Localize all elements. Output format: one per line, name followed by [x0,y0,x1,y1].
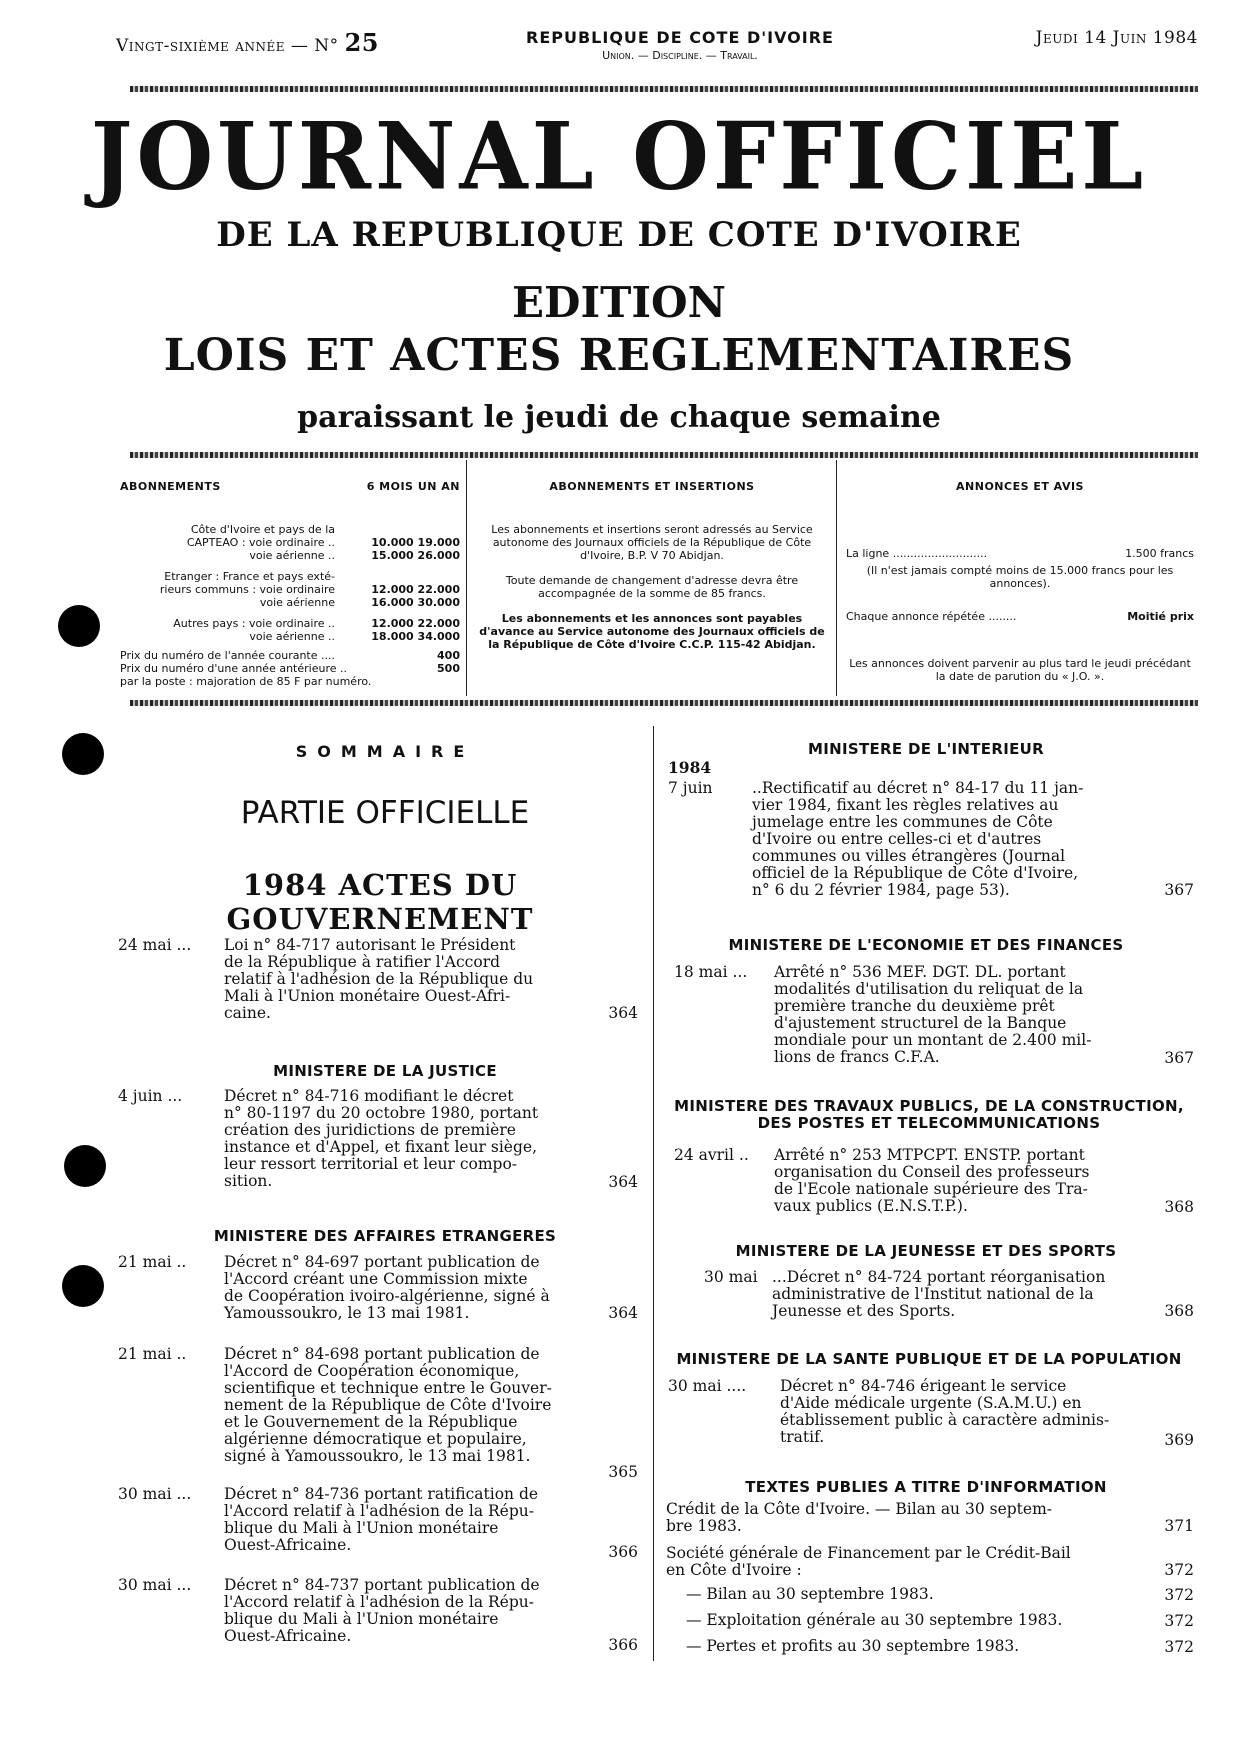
subscriptions-heading: ABONNEMENTS [120,480,221,493]
toc-entry[interactable] [668,780,1194,900]
toc-entry[interactable] [118,1088,638,1198]
info-text: — Bilan au 30 septembre 1983. [686,1585,934,1603]
entry-date: 24 mai ... [118,936,192,954]
entry-date: 24 avril .. [674,1146,749,1164]
entry-text: ...Décret n° 84-724 portant réorganisation administrative de l'Institut national de la Jeunesse et des Sports. [772,1268,1106,1320]
ministry-heading-sante: MINISTERE DE LA SANTE PUBLIQUE ET DE LA POPULATION [676,1350,1182,1368]
period-heading: 6 MOIS UN AN [366,480,460,493]
line-price-label: La ligne ........................... [846,547,988,560]
toc-entry[interactable] [668,1378,1194,1458]
info-entry-bilan[interactable] [686,1586,1194,1604]
issue-number: 25 [344,28,379,57]
ministry-heading-justice: MINISTERE DE LA JUSTICE [273,1062,497,1080]
issue-price-values: 400 500 [437,649,460,675]
repeat-ad-value: Moitié prix [1127,610,1194,623]
payment-note: Les abonnements et les annonces sont payables d'avance au Service autonome des Journaux officiels de la République de Côte d'Ivoire C.C.P. 115-42 Abidjan. [479,612,825,651]
ad-deadline-note: Les annonces doivent parvenir au plus tard le jeudi précédant la date de parution du « J.O. ». [849,657,1191,683]
masthead-rule [130,452,1198,458]
entry-page: 366 [608,1543,638,1561]
edition-label: EDITION [512,278,726,327]
subscription-group-2: Etranger : France et pays exté- rieurs communs : voie ordinaire voie aérienne [159,570,335,609]
issue-prices: Prix du numéro de l'année courante .... Prix du numéro d'une année antérieure .. par la poste : majoration de 85 F par numéro. [120,649,372,688]
issue-line [116,28,379,57]
entry-text: Arrêté n° 253 MTPCPT. ENSTP. portant organisation du Conseil des professeurs de l'Ecole nationale supérieure des Tra- vaux publics (E.N.S.T.P.). [774,1146,1090,1215]
sommaire-title: SOMMAIRE [295,742,475,761]
annonces-box [846,480,1194,683]
entry-text: Arrêté n° 536 MEF. DGT. DL. portant modalités d'utilisation du reliquat de la première tranche du deuxième prêt d'ajustement structurel de la Banque mondiale pour un montant de 2.400 mil- lions de francs C.F.A. [774,963,1092,1066]
subscription-group-1-prices: 10.000 19.000 15.000 26.000 [371,536,460,562]
entry-text: Décret n° 84-716 modifiant le décret n° 80-1197 du 20 octobre 1980, portant création des juridictions de première instance et d'Appel, et fixant leur siège, leur ressort territorial et leur compo- sition. [224,1087,539,1190]
info-text: Société générale de Financement par le Crédit-Bail en Côte d'Ivoire : [666,1544,1071,1579]
insertions-heading: ABONNEMENTS ET INSERTIONS [549,480,755,493]
boxes-rule [130,700,1198,706]
toc-entry[interactable] [118,1254,638,1329]
punch-hole [58,605,100,647]
info-page: 372 [1164,1612,1194,1630]
entry-date: 18 mai ... [674,963,748,981]
info-page: 372 [1164,1638,1194,1656]
toc-entry[interactable] [704,1269,1194,1329]
column-divider [653,726,654,1661]
section-year: 1984 [668,758,712,777]
info-page: 372 [1164,1561,1194,1579]
entry-date: 21 mai .. [118,1345,187,1363]
box-divider-2 [836,460,837,696]
info-entry-credit[interactable] [666,1501,1194,1535]
subscriptions-box [120,480,460,688]
info-page: 371 [1164,1517,1194,1535]
ministry-heading-jeunesse: MINISTERE DE LA JEUNESSE ET DES SPORTS [735,1242,1117,1260]
punch-hole [64,1145,106,1187]
info-text: — Exploitation générale au 30 septembre 1983. [686,1611,1063,1629]
entry-page: 367 [1164,1049,1194,1067]
actes-gouvernement: 1984 ACTES DU GOUVERNEMENT [226,868,534,936]
entry-page: 364 [608,1304,638,1322]
journal-subtitle: DE LA REPUBLIQUE DE COTE D'IVOIRE [216,215,1022,255]
entry-date: 7 juin [668,779,713,797]
toc-entry[interactable] [674,1147,1194,1227]
entry-page: 367 [1164,881,1194,899]
entry-page: 368 [1164,1198,1194,1216]
line-price-note: (Il n'est jamais compté moins de 15.000 francs pour les annonces). [866,564,1174,590]
entry-page: 369 [1164,1431,1194,1449]
line-price-value: 1.500 francs [1125,547,1194,560]
address-change-note: Toute demande de changement d'adresse devra être accompagnée de la somme de 85 francs. [505,574,799,600]
republic-block [460,28,900,62]
info-text: Crédit de la Côte d'Ivoire. — Bilan au 30 septem- bre 1983. [666,1500,1053,1535]
toc-entry[interactable] [118,1577,638,1657]
insertions-address: Les abonnements et insertions seront adressés au Service autonome des Journaux officiels de la République de Côte d'Ivoire, B.P. V 70 Abidjan. [491,523,813,562]
entry-date: 30 mai .... [668,1377,747,1395]
entry-date: 30 mai [704,1268,758,1286]
publication-frequency: paraissant le jeudi de chaque semaine [297,400,941,435]
info-entry-pertes[interactable] [686,1638,1194,1656]
republic-name: REPUBLIQUE DE COTE D'IVOIRE [526,28,834,47]
partie-officielle: PARTIE OFFICIELLE [240,795,530,831]
entry-date: 4 juin ... [118,1087,183,1105]
entry-page: 365 [608,1463,638,1481]
issue-label: Vingt-sixième année — N° [116,36,339,56]
subscription-group-2-prices: 12.000 22.000 16.000 30.000 [371,583,460,609]
top-rule [130,86,1198,92]
subscription-group-1: Côte d'Ivoire et pays de la CAPTEAO : voie ordinaire .. voie aérienne .. [186,523,335,562]
subscription-group-3-prices: 12.000 22.000 18.000 34.000 [371,617,460,643]
ministry-heading-travaux: MINISTERE DES TRAVAUX PUBLICS, DE LA CONSTRUCTION, DES POSTES ET TELECOMMUNICATIONS [674,1097,1184,1132]
entry-text: Décret n° 84-697 portant publication de l'Accord créant une Commission mixte de Coopération ivoiro-algérienne, signé à Yamoussoukro, le 13 mai 1981. [224,1253,550,1322]
issue-date: Jeudi 14 Juin 1984 [1035,28,1198,48]
entry-page: 364 [608,1004,638,1022]
entry-text: Décret n° 84-737 portant publication de l'Accord relatif à l'adhésion de la Répu- blique du Mali à l'Union monétaire Ouest-Africaine. [224,1576,540,1645]
punch-hole [62,1265,104,1307]
info-page: 372 [1164,1586,1194,1604]
entry-date: 30 mai ... [118,1576,192,1594]
entry-page: 364 [608,1173,638,1191]
toc-entry[interactable] [118,1486,638,1566]
entry-text: Décret n° 84-746 érigeant le service d'Aide médicale urgente (S.A.M.U.) en établissement public à caractère adminis- tratif. [780,1377,1110,1446]
box-divider-1 [466,460,467,696]
entry-page: 366 [608,1636,638,1654]
subscription-group-3: Autres pays : voie ordinaire .. voie aérienne .. [173,617,335,643]
ministry-heading-affaires: MINISTERE DES AFFAIRES ETRANGERES [213,1227,557,1245]
repeat-ad-label: Chaque annonce répétée ........ [846,610,1017,623]
punch-hole [62,733,104,775]
ministry-heading-economie: MINISTERE DE L'ECONOMIE ET DES FINANCES [728,936,1124,954]
entry-page: 368 [1164,1302,1194,1320]
edition-name: LOIS ET ACTES REGLEMENTAIRES [163,330,1075,381]
toc-entry[interactable] [118,937,638,1037]
journal-title: JOURNAL OFFICIEL [90,101,1148,211]
republic-motto: Union. — Discipline. — Travail. [602,49,758,62]
info-entry-exploitation[interactable] [686,1612,1194,1630]
info-text: — Pertes et profits au 30 septembre 1983. [686,1637,1020,1655]
annonces-heading: ANNONCES ET AVIS [956,480,1084,493]
textes-heading: TEXTES PUBLIES A TITRE D'INFORMATION [745,1478,1107,1496]
toc-entry[interactable] [118,1345,638,1481]
ministry-heading-interieur: MINISTERE DE L'INTERIEUR [808,740,1044,758]
entry-date: 21 mai .. [118,1253,187,1271]
entry-text: Loi n° 84-717 autorisant le Président de la République à ratifier l'Accord relatif à l'adhésion de la République du Mali à l'Union monétaire Ouest-Afri- caine. [224,936,534,1022]
entry-text: ..Rectificatif au décret n° 84-17 du 11 jan- vier 1984, fixant les règles relatives au jumelage entre les communes de Côte d'Ivoire ou entre celles-ci et d'autres communes ou villes étrangères (Journal officiel de la République de Côte d'Ivoire, n° 6 du 2 février 1984, page 53). [752,779,1084,899]
insertions-box [478,480,826,651]
toc-entry[interactable] [674,964,1194,1074]
info-entry-sgfcb[interactable] [666,1545,1194,1579]
entry-date: 30 mai ... [118,1485,192,1503]
entry-text: Décret n° 84-736 portant ratification de l'Accord relatif à l'adhésion de la Répu- blique du Mali à l'Union monétaire Ouest-Africaine. [224,1485,539,1554]
entry-text: Décret n° 84-698 portant publication de l'Accord de Coopération économique, scientifique et technique entre le Gouver- nement de la République de Côte d'Ivoire et le Gouvernement de la République algérienne démocratique et populaire, signé à Yamoussoukro, le 13 mai 1981. [224,1345,552,1465]
